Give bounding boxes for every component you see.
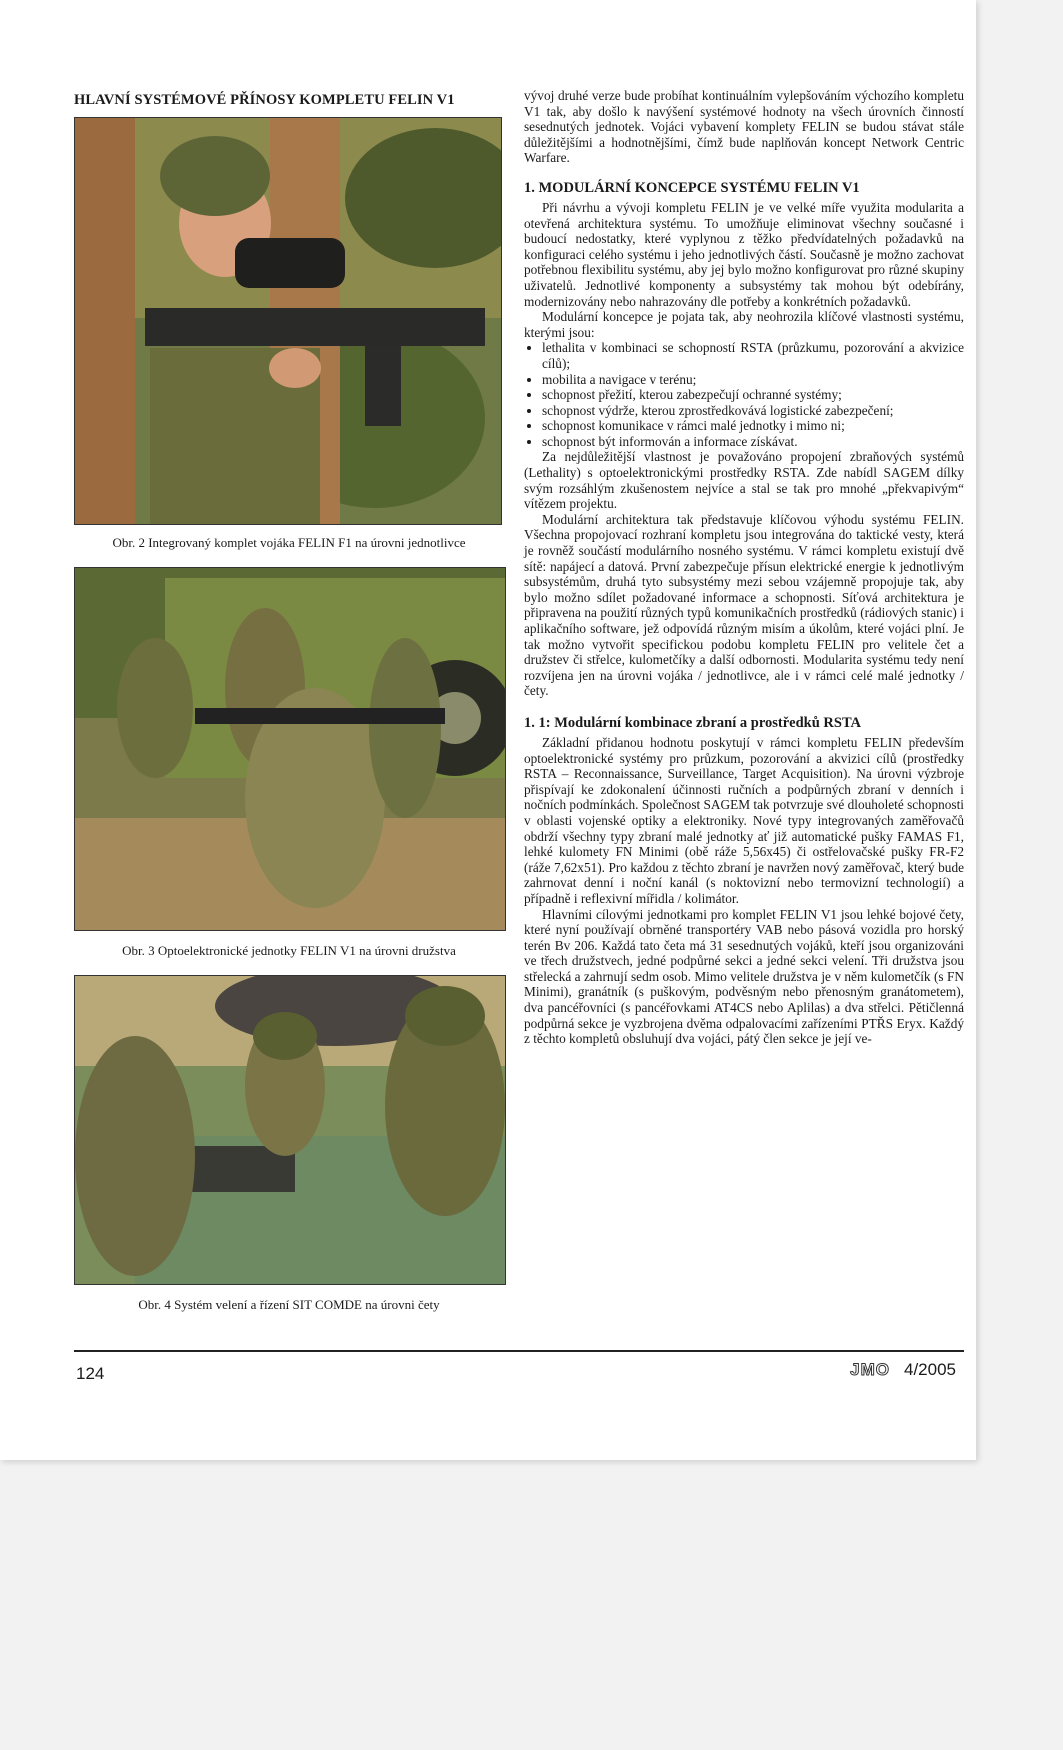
section-1-1-heading: 1. 1: Modulární kombinace zbraní a prostředků RSTA bbox=[524, 714, 862, 731]
left-heading: HLAVNÍ SYSTÉMOVÉ PŘÍNOSY KOMPLETU FELIN V1 bbox=[74, 92, 455, 108]
footer-issue bbox=[850, 1360, 956, 1380]
left-column bbox=[74, 92, 504, 1313]
figure-2-image bbox=[74, 117, 502, 525]
section-1-heading: 1. MODULÁRNÍ KONCEPCE SYSTÉMU FELIN V1 bbox=[524, 179, 860, 196]
intro-paragraph: vývoj druhé verze bude probíhat kontinuálním vylepšováním výchozího kompletu V1 tak, aby došlo k navýšení systémové hodnoty na všech úrovních činností sesednutých jednotek. Vojáci vybavení komplety FELIN se budou stávat stále důležitějšími a hodnotnějšími, čímž bude naplňován koncept Network Centric Warfare. bbox=[524, 88, 964, 166]
issue-number: 4/2005 bbox=[904, 1360, 956, 1379]
page-number: 124 bbox=[76, 1364, 105, 1383]
section-1-paragraph-4: Modulární architektura tak představuje klíčovou výhodu systému FELIN. Všechna propojovací rozhraní kompletu jsou integrována do taktické vesty, která je rovněž součástí modulárního nosného systému. V rámci kompletu existují dvě sítě: napájecí a datová. První zabezpečuje přísun elektrické energie k jednotlivým subsystémům, druhá tyto subsystémy mezi sebou vzájemně propojuje tak, aby bylo možno sdílet požadované informace a schopnosti. Síťová architektura je připravena na použití různých typů komunikačních prostředků (rádiových stanic) i aplikačního software, jež odpovídá různým misím a úkolům, které vojáci plní. Je tak možno vytvořit specifickou podobu kompletu FELIN pro velitele čet a družstev či střelce, kulometčíky a další odbornosti. Modularita systému tedy není rozvíjena jen na úrovni vojáka / jednotlivce, ale i v rámci celé malé jednotky / čety. bbox=[524, 511, 964, 699]
section-1-paragraph-1: Při návrhu a vývoji kompletu FELIN je ve velké míře využita modularita a otevřená architektura systému. To umožňuje eliminovat všechny současné i budoucí nedostatky, které vyplynou z těžko předvídatelných požadavků na konfiguraci celého systému i jeho jednotlivých částí. Současně je možno zachovat potřebnou flexibilitu systému, aby jej bylo možno konfigurovat pro různé skupiny uživatelů. Jednotlivé komponenty a subsystémy tak mohou být odebírány, modernizovány nebo nahrazovány dle potřeby a konkrétních požadavků. bbox=[524, 199, 964, 309]
soldier-illustration bbox=[75, 118, 501, 524]
section-1-1-paragraph-2: Hlavními cílovými jednotkami pro komplet FELIN V1 jsou lehké bojové čety, které nyní používají obrněné transportéry VAB nebo pásová vozidla pro horský terén Bv 206. Každá tato četa má 31 sesednutých vojáků, kteří jsou organizováni ve třech družstvech, jedné podpůrné sekci a jedné sekci velení. Tři družstva jsou střelecká a zahrnují sedm osob. Mimo velitele družstva je v něm kulometčík (s FN Minimi), granátník (s puškovým, podvěsným nebo přenosným granátometem), dva pancéřovníci (s pancéřovkami AT4CS nebo Aplilas) a dva střelci. Pětičlenná podpůrná sekce je vyzbrojena dvěma odpalovacími zařízeními PTŘS Eryx. Každý z těchto kompletů obsluhují dva vojáci, pátý člen sekce je její ve- bbox=[524, 906, 964, 1047]
list-item: • mobilita a navigace v terénu; bbox=[542, 372, 964, 388]
figure-2-caption: Obr. 2 Integrovaný komplet vojáka FELIN F1 na úrovni jednotlivce bbox=[112, 535, 466, 550]
footer-rule bbox=[74, 1350, 964, 1352]
list-item: • schopnost přežití, kterou zabezpečují ochranné systémy; bbox=[542, 387, 964, 403]
figure-4-image bbox=[74, 975, 506, 1285]
figure-4-caption: Obr. 4 Systém velení a řízení SIT COMDE na úrovni čety bbox=[138, 1297, 440, 1312]
list-item: • schopnost komunikace v rámci malé jednotky i mimo ni; bbox=[542, 418, 964, 434]
list-item: • schopnost výdrže, kterou zprostředkovává logistické zabezpečení; bbox=[542, 403, 964, 419]
figure-3-image bbox=[74, 567, 506, 931]
platoon-command-illustration bbox=[75, 976, 505, 1284]
magazine-logo: JMO bbox=[850, 1360, 890, 1379]
squad-illustration bbox=[75, 568, 505, 930]
list-item: • lethalita v kombinaci se schopností RSTA (průzkumu, pozorování a akvizice cílů); bbox=[542, 340, 964, 371]
right-column bbox=[524, 88, 964, 1047]
section-1-1-paragraph-1: Základní přidanou hodnotu poskytují v rámci kompletu FELIN především optoelektronické systémy pro průzkum, pozorování a akvizici cílů (prostředky RSTA – Reconnaissance, Surveillance, Target Acquisition). Na úrovni výzbroje přispívají ke zdokonalení účinnosti ručních a podpůrných zbraní v denních i nočních podmínkách. Společnost SAGEM tak potvrzuje své dlouholeté schopnosti v oblasti vojenské optiky a elektroniky. Nové typy integrovaných zaměřovačů obdrží všechny typy zbraní malé jednotky ať již automatické pušky FAMAS F1, lehké kulomety FN Minimi (obě ráže 5,56x45) či ostřelovačské pušky FR-F2 (ráže 7,62x51). Pro každou z těchto zbraní je navržen nový zaměřovač, který bude zahrnovat denní i noční kanál (s noktovizní nebo termovizní technologií) a případně i reflexivní mířidla / kolimátor. bbox=[524, 734, 964, 906]
section-1-paragraph-3: Za nejdůležitější vlastnost je považováno propojení zbraňových systémů (Lethality) s optoelektronickými prostředky RSTA. Zde nabídl SAGEM dílky svým rozsáhlým zkušenostem nejvíce a stal se tak pro mnohé „překvapivým“ vítězem projektu. bbox=[524, 449, 964, 512]
list-item: • schopnost být informován a informace získávat. bbox=[542, 434, 964, 450]
section-1-paragraph-2: Modulární koncepce je pojata tak, aby neohrozila klíčové vlastnosti systému, kterými jsou: bbox=[524, 309, 964, 340]
key-properties-list bbox=[524, 340, 964, 449]
figure-3-caption: Obr. 3 Optoelektronické jednotky FELIN V1 na úrovni družstva bbox=[122, 943, 456, 958]
